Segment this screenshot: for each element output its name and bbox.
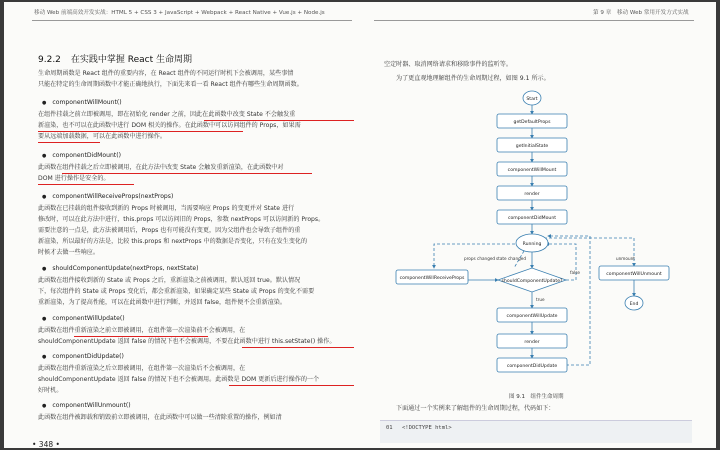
red-underline <box>74 336 208 337</box>
method-desc-line: 新渲染，所以最好的方法是，比较 this.props 和 nextProps 中的数据是否变化，只有在发生变化的 <box>38 238 308 245</box>
method-desc-line: 下，每次组件的 State 或 Props 变化后，都会重新渲染，如果确定某些 State 或 Props 的变化不需要 <box>38 288 315 295</box>
componentwillmount-label: componentWillMount <box>507 168 557 173</box>
shouldcomponentupdate-label: shouldComponentUpdate? <box>501 279 563 284</box>
method-desc-line: 在组件挂载之前立即被调用，即在初始化 render 之前，因此在此函数中改变 State 不会触发重 <box>38 111 296 118</box>
getinitialstate-label: getInitialState <box>515 144 549 149</box>
header-rule-right <box>374 20 694 21</box>
render-label: render <box>524 192 540 197</box>
running-label: Running <box>522 242 542 247</box>
componentwillreceiveprops-label: componentWillReceiveProps <box>399 276 465 281</box>
method-desc-line: 此函数在已挂载的组件接收到新的 Props 时被调用，当需要响应 Props 的变更并对 State 进行 <box>38 205 295 212</box>
running-header-left: 移动 Web 前端高效开发实战：HTML 5 + CSS 3 + JavaScript + Webpack + React Native + Vue.js + Node.js <box>34 10 325 16</box>
method-desc-line: 新渲染，也不可以在此函数中进行 DOM 相关的操作。在此函数中可以访问组件的 Props，如果需 <box>38 122 301 129</box>
state-changed-label: state changed <box>496 256 527 261</box>
method-desc-line: shouldComponentUpdate 返回 false 的情况下也不会被调用。此函数是 DOM 更新后进行操作的一个 <box>38 376 320 383</box>
lifecycle-diagram <box>394 88 694 388</box>
unmount-label: unmount <box>616 256 635 261</box>
start-label: Start <box>526 97 538 102</box>
method-name: ● componentDidMount() <box>42 152 121 159</box>
render-label: render <box>524 340 540 345</box>
red-underline <box>204 120 354 121</box>
getdefaultprops-label: getDefaultProps <box>513 120 551 125</box>
props-changed-label: props changed <box>464 256 496 261</box>
end-label: End <box>629 302 639 307</box>
method-desc-line: 好时机。 <box>38 387 63 394</box>
section-title <box>38 52 192 65</box>
intro-line: 生命周期函数是 React 组件的重要内容，在 React 组件的不同运行时机下会被调用，某些事情 <box>38 70 294 77</box>
running-header-right: 第 9 章 移动 Web 常用开发方式实战 <box>593 10 689 16</box>
code-block <box>380 420 692 443</box>
method-name: ● componentWillUnmount() <box>42 402 131 409</box>
method-desc-line: 修改时，可以在此方法中进行，this.props 可以访问旧的 Props，参数 nextProps 可以访问新的 Props。 <box>38 216 325 223</box>
method-name: ● componentWillReceiveProps(nextProps) <box>42 193 173 200</box>
figure-caption: 图 9.1 组件生命周期 <box>509 394 564 400</box>
method-desc-line: 此函数在组件重新渲染之前立即被调用，在组件第一次渲染前不会被调用，在 <box>38 327 246 334</box>
method-desc-line: 此函数在组件被卸载和销毁前立即被调用，在此函数中可以做一些清除重置的操作，例如清 <box>38 414 282 421</box>
method-desc-line: 此函数在组件挂载之后立即被调用，在此方法中改变 State 会触发重新渲染，在此函数中对 <box>38 164 284 171</box>
right-text-line: 为了更直观地理解组件的生命周期过程，如图 9.1 所示。 <box>396 75 550 82</box>
red-underline <box>62 173 312 174</box>
componentwillunmount-label: componentWillUnmount <box>606 272 662 277</box>
method-name: ● shouldComponentUpdate(nextProps, nextState) <box>42 265 198 272</box>
method-desc-line: 重新渲染，为了提高性能，可以在此函数中进行判断，并返回 false，组件便不会重新渲染。 <box>38 299 286 306</box>
method-desc-line: 此函数在组件接收到新的 State 或 Props 之后，重新渲染之前被调用，默认返回 true。默认情况 <box>38 277 301 284</box>
section-heading: 在实践中掌握 React 生命周期 <box>70 55 193 65</box>
red-underline <box>229 385 354 386</box>
book-page <box>4 2 716 448</box>
method-desc-line: shouldComponentUpdate 返回 false 的情况下也不会被调用，不要在此函数中进行 this.setState() 操作。 <box>38 338 336 345</box>
method-desc-line: 需要注意的一点是，此方法被调用后，Props 也有可能没有变更，因为父组件也会导致子组件的重 <box>38 227 301 234</box>
componentwillupdate-label: componentWillUpdate <box>506 314 558 319</box>
method-name: ● componentDidUpdate() <box>42 353 124 360</box>
method-desc-line: 此函数在组件重新渲染之后立即被调用，在组件第一次渲染后不会被调用，在 <box>38 365 246 372</box>
method-desc-line: 要从远端加载数据，可以在此函数中进行操作。 <box>38 133 166 140</box>
method-name: ● componentWillMount() <box>42 99 122 106</box>
false-label: false <box>570 270 580 275</box>
red-underline <box>242 347 354 348</box>
header-rule-left <box>32 20 352 21</box>
red-underline <box>38 184 134 185</box>
page-number: • 348 • <box>32 440 60 448</box>
red-underline <box>38 142 100 143</box>
code-line: <!DOCTYPE html> <box>402 425 452 431</box>
intro-line: 只能在特定的生命周期函数中才能正确地执行，下面先来看一看 React 组件有哪些生命周期函数。 <box>38 81 303 88</box>
true-label: true <box>536 297 545 302</box>
method-name: ● componentWillUpdate() <box>42 315 125 322</box>
section-number: 9.2.2 <box>38 55 61 65</box>
componentdidmount-label: componentDidMount <box>507 216 557 221</box>
right-text-line: 空定时器、取消网络请求和移除事件的监听等。 <box>384 61 512 68</box>
componentdidupdate-label: componentDidUpdate <box>506 364 558 369</box>
right-text-line: 下面通过一个实例来了解组件的生命周期过程，代码如下： <box>396 405 555 412</box>
code-line-number: 01 <box>386 425 393 431</box>
method-desc-line: 时候才去做一些响应。 <box>38 249 99 256</box>
method-desc-line: DOM 进行操作是安全的。 <box>38 175 110 182</box>
red-underline <box>38 131 243 132</box>
